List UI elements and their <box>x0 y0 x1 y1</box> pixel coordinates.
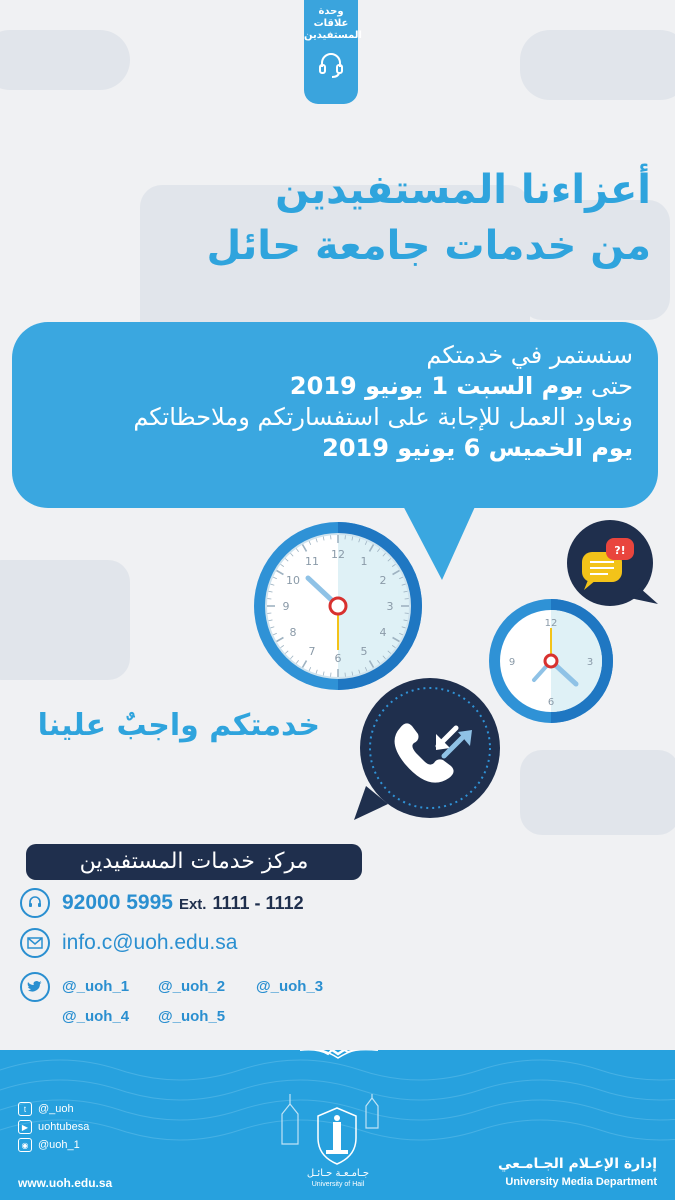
clock-number: 9 <box>508 657 516 668</box>
svg-text:?!: ?! <box>614 544 626 557</box>
website-link[interactable]: www.uoh.edu.sa <box>18 1176 113 1190</box>
twitter-handle[interactable]: @_uoh_1 <box>62 978 130 995</box>
phone-number[interactable]: 92000 5995 Ext. 1111 - 1112 <box>62 891 304 914</box>
page-title-line2: من خدمات جامعة حائل <box>206 223 651 269</box>
badge-line: وحدة <box>318 6 344 17</box>
email-row <box>20 928 237 958</box>
page-title-line1: أعزاءنا المستفيدين <box>275 167 651 213</box>
clock-number: 11 <box>305 554 319 568</box>
badge-line: علاقات <box>313 18 349 29</box>
twitter-icon <box>20 972 50 1002</box>
footer <box>0 1050 675 1200</box>
footer-twitter[interactable]: t @_uoh <box>18 1102 74 1116</box>
email-link[interactable]: info.c@uoh.edu.sa <box>62 931 238 954</box>
clock-number: 12 <box>544 618 558 629</box>
open-book-icon <box>290 1050 386 1060</box>
chat-bubbles-icon <box>562 518 662 608</box>
clock-number: 12 <box>331 548 345 561</box>
clock-number: 8 <box>289 626 297 639</box>
badge-line: المستفيدين <box>304 30 362 41</box>
phone-row <box>20 888 304 918</box>
service-center-title: مركز خدمات المستفيدين <box>26 844 362 880</box>
clock-number: 5 <box>360 645 368 659</box>
footer-youtube[interactable]: ▶ uohtubesa <box>18 1120 89 1134</box>
university-logo <box>312 1104 362 1168</box>
clock-number: 2 <box>379 574 387 587</box>
message-line4: يوم الخميس 6 يونيو 2019 <box>322 434 633 462</box>
logo-english-name: University of Hail <box>311 1181 365 1188</box>
media-dept-english: University Media Department <box>505 1176 657 1188</box>
youtube-icon: ▶ <box>18 1120 32 1134</box>
large-clock-icon <box>252 520 424 692</box>
clock-number: 9 <box>282 600 290 613</box>
twitter-icon: t <box>18 1102 32 1116</box>
mail-icon <box>20 928 50 958</box>
clock-number: 10 <box>285 574 300 587</box>
message-text <box>43 340 633 464</box>
clock-number: 3 <box>586 657 594 668</box>
twitter-handle[interactable]: @_uoh_2 <box>158 978 226 995</box>
logo-arabic-name: جـامـعـة حـائـل <box>306 1168 370 1179</box>
twitter-row <box>20 972 62 1002</box>
clock-number: 4 <box>379 626 387 639</box>
clock-number: 7 <box>308 645 316 659</box>
clock-number: 1 <box>360 554 368 568</box>
footer-snapchat[interactable]: ◉ @uoh_1 <box>18 1138 80 1152</box>
message-line2: حتى يوم السبت 1 يونيو 2019 <box>289 372 633 400</box>
twitter-handle[interactable]: @_uoh_3 <box>256 978 324 995</box>
message-line1: سنستمر في خدمتكم <box>426 341 633 369</box>
twitter-handle[interactable]: @_uoh_5 <box>158 1008 226 1025</box>
snapchat-icon: ◉ <box>18 1138 32 1152</box>
phone-call-icon <box>348 676 508 826</box>
media-dept-arabic: إدارة الإعـلام الجـامـعي <box>497 1156 657 1172</box>
clock-number: 3 <box>386 600 394 613</box>
twitter-handle[interactable]: @_uoh_4 <box>62 1008 130 1025</box>
clock-number: 6 <box>547 697 555 708</box>
message-line3: ونعاود العمل للإجابة على استفسارتكم وملاحظاتكم <box>133 403 633 431</box>
clock-number: 6 <box>334 652 342 665</box>
slogan-text: خدمتكم واجبٌ علينا <box>37 708 320 743</box>
headset-icon <box>20 888 50 918</box>
